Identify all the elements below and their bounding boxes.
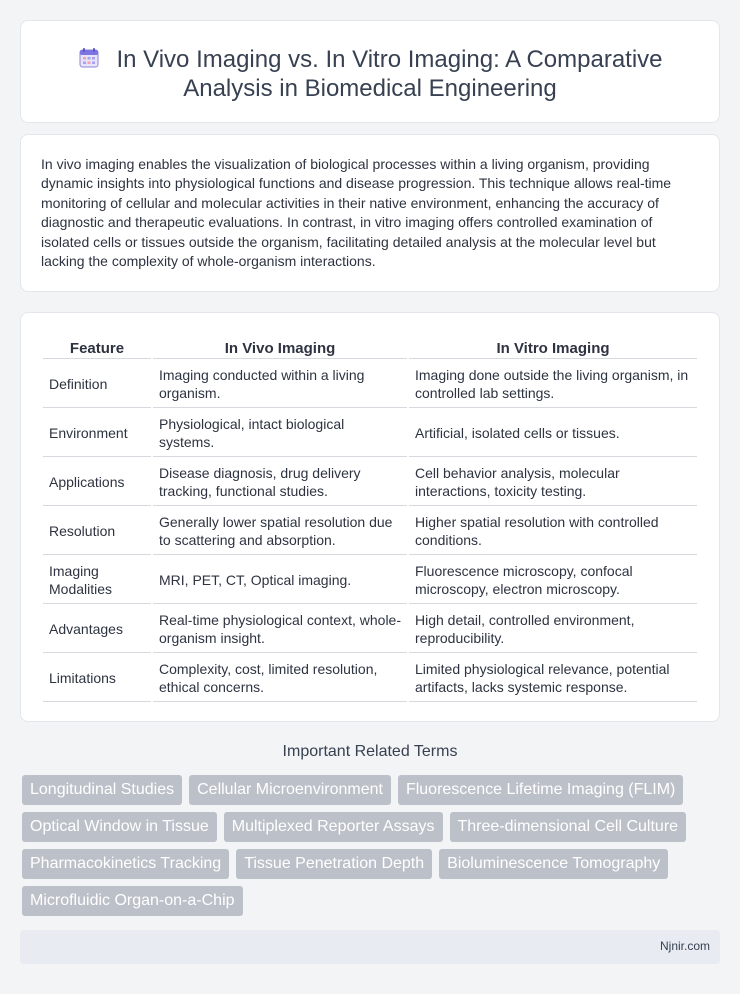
in-vitro-cell: Imaging done outside the living organism, in controlled lab settings. <box>409 361 697 408</box>
table-row <box>43 655 697 702</box>
term-tag[interactable]: Pharmacokinetics Tracking <box>22 849 229 879</box>
in-vivo-cell: Disease diagnosis, drug delivery tracking, functional studies. <box>153 459 407 506</box>
in-vivo-cell: Complexity, cost, limited resolution, ethical concerns. <box>153 655 407 702</box>
header-in-vivo: In Vivo Imaging <box>153 335 407 359</box>
feature-cell: Resolution <box>43 508 151 555</box>
feature-cell: Advantages <box>43 606 151 653</box>
title-card <box>20 20 720 123</box>
in-vitro-cell: Fluorescence microscopy, confocal microscopy, electron microscopy. <box>409 557 697 604</box>
in-vivo-cell: Generally lower spatial resolution due to scattering and absorption. <box>153 508 407 555</box>
table-row <box>43 459 697 506</box>
table-header-row <box>43 335 697 359</box>
term-tag[interactable]: Microfluidic Organ-on-a-Chip <box>22 886 243 916</box>
feature-cell: Environment <box>43 410 151 457</box>
term-tag[interactable]: Tissue Penetration Depth <box>236 849 432 879</box>
table-row <box>43 557 697 604</box>
page-title <box>21 45 719 103</box>
feature-cell: Applications <box>43 459 151 506</box>
in-vitro-cell: High detail, controlled environment, reproducibility. <box>409 606 697 653</box>
table-row <box>43 508 697 555</box>
intro-paragraph: In vivo imaging enables the visualization of biological processes within a living organism, providing dynamic insights into physiological functions and disease progression. This technique allows real-time monitoring of cellular and molecular activities in their native environment, enhancing the accuracy of diagnostic and therapeutic evaluations. In contrast, in vitro imaging offers controlled examination of isolated cells or tissues outside the organism, facilitating detailed analysis at the molecular level but lacking the complexity of whole-organism interactions. <box>41 156 672 270</box>
intro-card <box>20 134 720 292</box>
term-tag[interactable]: Three-dimensional Cell Culture <box>450 812 687 842</box>
in-vivo-cell: Real-time physiological context, whole-organism insight. <box>153 606 407 653</box>
in-vivo-cell: Imaging conducted within a living organism. <box>153 361 407 408</box>
in-vitro-cell: Cell behavior analysis, molecular interactions, toxicity testing. <box>409 459 697 506</box>
in-vitro-cell: Higher spatial resolution with controlled conditions. <box>409 508 697 555</box>
title-line-2: Analysis in Biomedical Engineering <box>183 75 557 102</box>
feature-cell: Imaging Modalities <box>43 557 151 604</box>
table-row <box>43 361 697 408</box>
table-row <box>43 410 697 457</box>
feature-cell: Definition <box>43 361 151 408</box>
related-terms-heading: Important Related Terms <box>282 743 458 760</box>
in-vivo-cell: MRI, PET, CT, Optical imaging. <box>153 557 407 604</box>
footer-site-link[interactable]: Njnir.com <box>659 939 710 953</box>
term-tag[interactable]: Longitudinal Studies <box>22 775 182 805</box>
comparison-table <box>41 333 699 704</box>
in-vivo-cell: Physiological, intact biological systems. <box>153 410 407 457</box>
term-tag[interactable]: Cellular Microenvironment <box>189 775 391 805</box>
in-vitro-cell: Artificial, isolated cells or tissues. <box>409 410 697 457</box>
term-tag[interactable]: Bioluminescence Tomography <box>439 849 668 879</box>
comparison-card <box>20 312 720 722</box>
table-row <box>43 606 697 653</box>
feature-cell: Limitations <box>43 655 151 702</box>
footer <box>20 930 720 964</box>
title-line-1: In Vivo Imaging vs. In Vitro Imaging: A Comparative <box>116 46 663 73</box>
term-tag[interactable]: Fluorescence Lifetime Imaging (FLIM) <box>398 775 683 805</box>
header-in-vitro: In Vitro Imaging <box>409 335 697 359</box>
related-terms-list <box>22 775 712 916</box>
in-vitro-cell: Limited physiological relevance, potential artifacts, lacks systemic response. <box>409 655 697 702</box>
term-tag[interactable]: Multiplexed Reporter Assays <box>224 812 443 842</box>
header-feature: Feature <box>43 335 151 359</box>
term-tag[interactable]: Optical Window in Tissue <box>22 812 217 842</box>
